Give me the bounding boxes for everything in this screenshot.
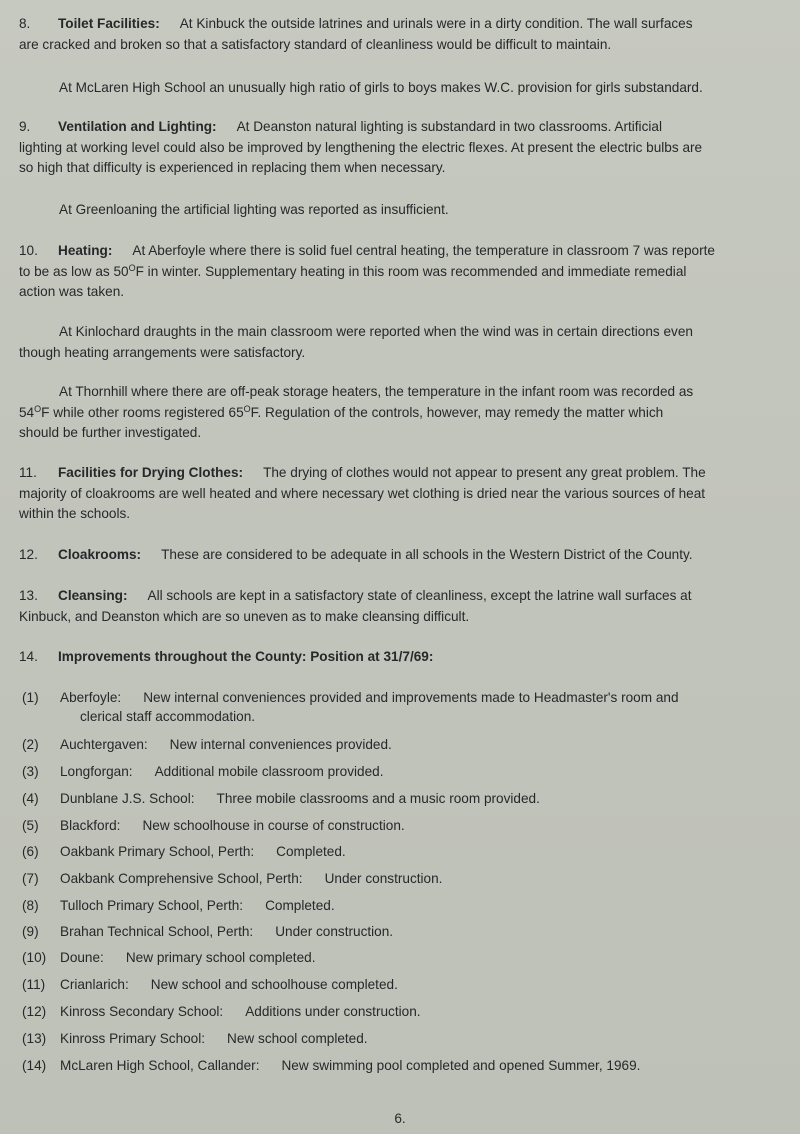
item-description-continued: clerical staff accommodation. <box>80 709 256 724</box>
section-heading: Improvements throughout the County: Position at 31/7/69: <box>58 649 434 664</box>
section-10-paragraph-2 <box>19 322 800 363</box>
item-number: (5) <box>22 818 39 833</box>
item-number: (14) <box>22 1058 47 1073</box>
item-description: Completed. <box>265 898 335 913</box>
section-13 <box>19 586 797 627</box>
section-number: 10. <box>19 243 38 258</box>
item-description: New schoolhouse in course of construction. <box>142 818 405 833</box>
page-number: 6. <box>394 1111 406 1126</box>
list-item <box>22 735 792 754</box>
list-item <box>22 948 792 967</box>
section-text: The drying of clothes would not appear to present any great problem. The <box>263 465 706 480</box>
section-number: 8. <box>19 16 31 31</box>
section-text: At Deanston natural lighting is substandard in two classrooms. Artificial <box>236 119 662 134</box>
item-name: Aberfoyle: <box>60 690 122 705</box>
item-number: (9) <box>22 924 39 939</box>
item-name: Doune: <box>60 950 104 965</box>
item-description: New internal conveniences provided and improvements made to Headmaster's room and <box>143 690 679 705</box>
item-name: Crianlarich: <box>60 977 129 992</box>
section-text: action was taken. <box>19 284 125 299</box>
section-text: to be as low as 50 <box>19 263 129 279</box>
item-description: New school and schoolhouse completed. <box>150 977 398 992</box>
item-number: (13) <box>22 1031 47 1046</box>
section-text: though heating arrangements were satisfactory. <box>19 344 306 360</box>
list-item <box>22 688 792 726</box>
item-number: (7) <box>22 871 39 886</box>
section-11 <box>19 463 797 525</box>
section-10-paragraph-3 <box>19 382 800 444</box>
list-item <box>22 896 792 915</box>
item-number: (3) <box>22 764 39 779</box>
item-description: Additions under construction. <box>245 1004 421 1019</box>
section-text: At Kinlochard draughts in the main classroom were reported when the wind was in certain directions even <box>59 324 693 339</box>
section-text: Kinbuck, and Deanston which are so uneven as to make cleansing difficult. <box>19 608 470 624</box>
section-8-paragraph-2 <box>19 78 800 99</box>
list-item <box>22 762 792 781</box>
section-14 <box>19 647 797 668</box>
item-name: Auchtergaven: <box>60 737 148 752</box>
list-item <box>22 1056 792 1075</box>
item-description: Additional mobile classroom provided. <box>154 764 384 779</box>
section-text: so high that difficulty is experienced in replacing them when necessary. <box>19 160 446 175</box>
item-number: (12) <box>22 1004 47 1019</box>
list-item <box>22 1002 792 1021</box>
item-description: New primary school completed. <box>125 950 316 965</box>
section-text: These are considered to be adequate in all schools in the Western District of the County. <box>161 547 693 562</box>
section-9-paragraph-2 <box>19 200 800 221</box>
section-text: are cracked and broken so that a satisfactory standard of cleanliness would be difficult to maintain. <box>19 36 612 52</box>
item-name: Longforgan: <box>60 764 133 779</box>
section-text: lighting at working level could also be improved by lengthening the electric flexes. At present the electric bulbs are <box>19 139 703 155</box>
item-name: Blackford: <box>60 818 121 833</box>
section-8 <box>19 14 797 55</box>
section-text: 54 <box>19 404 35 420</box>
item-number: (2) <box>22 737 39 752</box>
section-heading: Cleansing: <box>58 588 128 603</box>
item-description: New swimming pool completed and opened Summer, 1969. <box>281 1058 641 1073</box>
section-text: At McLaren High School an unusually high ratio of girls to boys makes W.C. provision for girls substandard. <box>59 80 703 95</box>
item-number: (10) <box>22 950 47 965</box>
list-item <box>22 842 792 861</box>
item-number: (8) <box>22 898 39 913</box>
section-12 <box>19 545 797 566</box>
section-heading: Ventilation and Lighting: <box>58 119 217 134</box>
item-name: Brahan Technical School, Perth: <box>60 924 254 939</box>
section-text: majority of cloakrooms are well heated and where necessary wet clothing is dried near the various sources of heat <box>19 485 706 501</box>
list-item <box>22 1029 792 1048</box>
item-name: Tulloch Primary School, Perth: <box>60 898 244 913</box>
section-text: F while other rooms registered 65 <box>41 404 244 420</box>
item-name: Oakbank Primary School, Perth: <box>60 844 255 859</box>
section-number: 11. <box>19 465 37 480</box>
degree-symbol: O <box>243 403 251 414</box>
item-number: (11) <box>22 977 46 992</box>
list-item <box>22 975 792 994</box>
list-item <box>22 869 792 888</box>
section-number: 13. <box>19 588 38 603</box>
item-name: Kinross Primary School: <box>60 1031 206 1046</box>
section-text: At Greenloaning the artificial lighting was reported as insufficient. <box>59 202 449 217</box>
section-heading: Heating: <box>58 243 113 258</box>
item-name: Dunblane J.S. School: <box>60 791 195 806</box>
section-text: At Kinbuck the outside latrines and urinals were in a dirty condition. The wall surfaces <box>179 16 693 31</box>
list-item <box>22 789 792 808</box>
item-description: Three mobile classrooms and a music room provided. <box>216 791 540 806</box>
item-description: Completed. <box>276 844 346 859</box>
item-description: Under construction. <box>324 871 443 886</box>
list-item <box>22 816 792 835</box>
item-number: (6) <box>22 844 39 859</box>
section-text: within the schools. <box>19 506 131 521</box>
section-heading: Cloakrooms: <box>58 547 142 562</box>
section-9 <box>19 117 797 179</box>
section-number: 12. <box>19 547 38 562</box>
item-name: Kinross Secondary School: <box>60 1004 224 1019</box>
degree-symbol: O <box>34 403 42 414</box>
item-name: Oakbank Comprehensive School, Perth: <box>60 871 303 886</box>
section-text: All schools are kept in a satisfactory state of cleanliness, except the latrine wall surfaces at <box>147 588 692 603</box>
degree-symbol: O <box>128 262 136 273</box>
section-text: At Thornhill where there are off-peak storage heaters, the temperature in the infant room was recorded as <box>59 384 694 399</box>
section-text: should be further investigated. <box>19 425 202 440</box>
list-item <box>22 922 792 941</box>
section-10 <box>19 241 797 303</box>
section-heading: Toilet Facilities: <box>58 16 160 31</box>
section-heading: Facilities for Drying Clothes: <box>58 465 244 480</box>
item-description: Under construction. <box>275 924 394 939</box>
section-number: 14. <box>19 649 38 664</box>
item-number: (4) <box>22 791 39 806</box>
item-description: New internal conveniences provided. <box>169 737 392 752</box>
section-text: F in winter. Supplementary heating in this room was recommended and immediate remedial <box>135 263 687 279</box>
section-text: At Aberfoyle where there is solid fuel central heating, the temperature in classroom 7 was reporte <box>132 243 715 258</box>
item-description: New school completed. <box>227 1031 368 1046</box>
section-number: 9. <box>19 119 31 134</box>
item-name: McLaren High School, Callander: <box>60 1058 260 1073</box>
item-number: (1) <box>22 690 39 705</box>
section-text: F. Regulation of the controls, however, may remedy the matter which <box>250 404 664 420</box>
